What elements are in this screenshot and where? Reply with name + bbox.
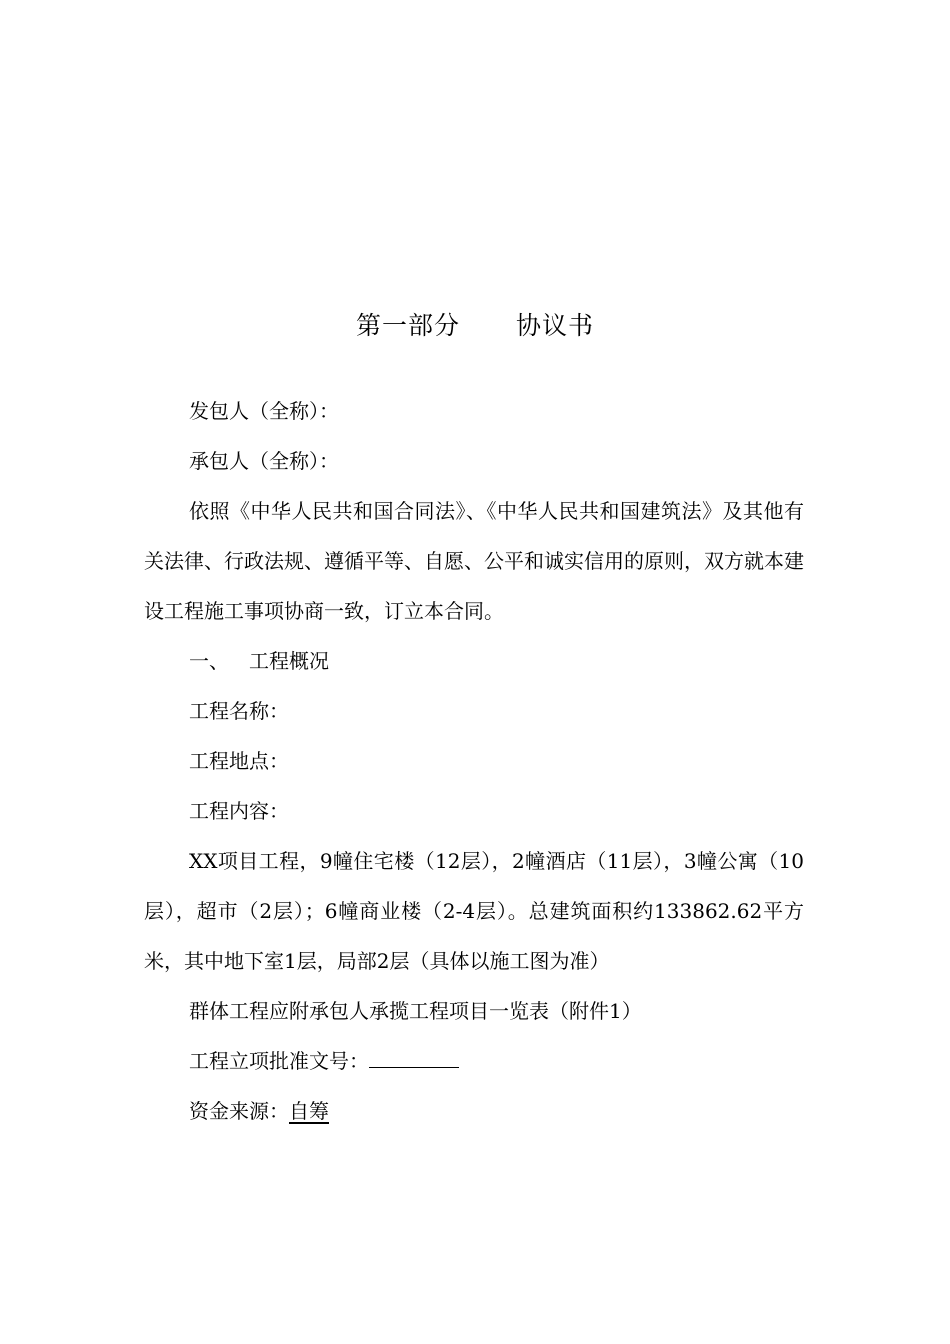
project-content-paragraph: XX项目工程，9幢住宅楼（12层），2幢酒店（11层），3幢公寓（10层），超市（2层）；6幢商业楼（2-4层）。总建筑面积约133862.62平方米，其中地下室1层，局部2层（具体以施工图为准） — [144, 849, 804, 973]
contractor-label: 承包人（全称）： — [189, 449, 339, 473]
contractor-line — [144, 436, 804, 486]
page-title — [0, 308, 950, 344]
project-location-label: 工程地点： — [189, 749, 289, 773]
project-content-label: 工程内容： — [189, 799, 289, 823]
title-part: 第一部分 — [355, 311, 460, 340]
employer-label: 发包人（全称）： — [189, 399, 339, 423]
project-name-line — [144, 686, 804, 736]
document-body — [144, 386, 804, 1136]
title-name: 协议书 — [516, 311, 595, 340]
funding-line — [144, 1086, 804, 1136]
approval-doc-blank — [369, 1067, 459, 1068]
group-project-note: 群体工程应附承包人承揽工程项目一览表（附件1） — [189, 999, 642, 1023]
section-heading — [144, 636, 804, 686]
preamble-paragraph: 依照《中华人民共和国合同法》、《中华人民共和国建筑法》及其他有关法律、行政法规、遵循平等、自愿、公平和诚实信用的原则，双方就本建设工程施工事项协商一致，订立本合同。 — [144, 499, 804, 623]
section-number: 一、 — [189, 649, 229, 673]
project-name-label: 工程名称： — [189, 699, 289, 723]
approval-doc-label: 工程立项批准文号： — [189, 1049, 369, 1073]
funding-value: 自筹 — [289, 1099, 329, 1123]
project-location-line — [144, 736, 804, 786]
section-title: 工程概况 — [249, 649, 329, 673]
employer-line — [144, 386, 804, 436]
project-content-line — [144, 786, 804, 836]
funding-label: 资金来源： — [189, 1099, 289, 1123]
approval-doc-line — [144, 1036, 804, 1086]
